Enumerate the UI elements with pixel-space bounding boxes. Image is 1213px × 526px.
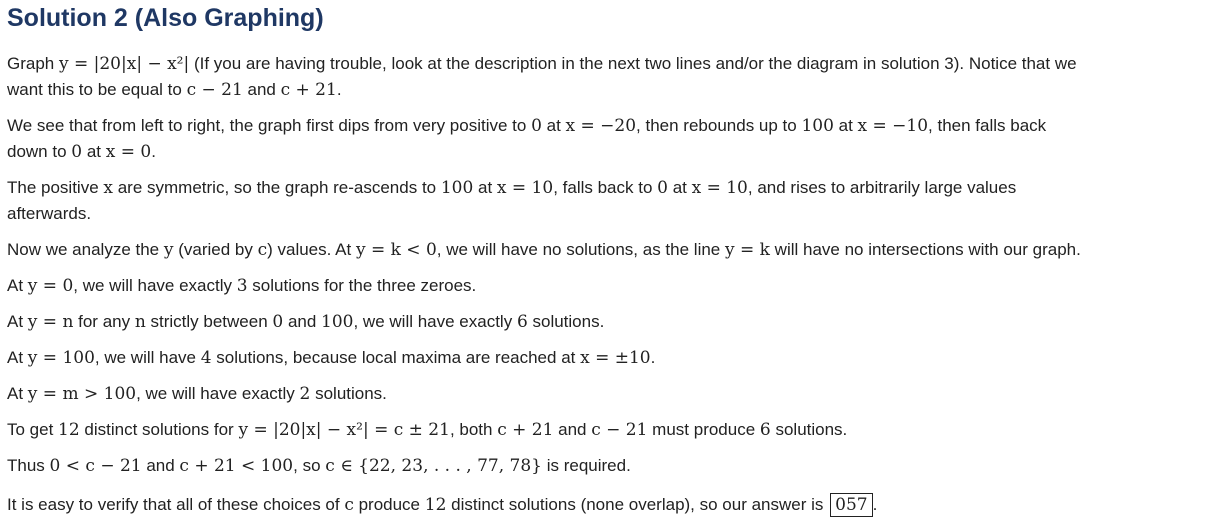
text: (If you are having trouble, look at the description in the next two lines and/or the diagram in solution 3). Notice that we [189, 54, 1077, 73]
text: (varied by [173, 240, 258, 259]
text: To get [7, 420, 59, 439]
paragraph-case-above [7, 381, 387, 407]
text: ) values. At [267, 240, 356, 259]
text: At [7, 276, 28, 295]
text: produce [353, 495, 425, 514]
text: at [473, 178, 497, 197]
text: . [650, 348, 656, 367]
math-expression: x = −10 [857, 116, 929, 136]
paragraph-case-max [7, 345, 655, 371]
text: distinct solutions for [79, 420, 239, 439]
text: and [553, 420, 592, 439]
math-expression: 0 [71, 142, 83, 162]
text: solutions. [310, 384, 387, 403]
math-expression: 0 [272, 312, 284, 332]
text: and [141, 456, 180, 475]
math-expression: c + 21 [280, 80, 337, 100]
math-expression: n [134, 312, 146, 332]
math-expression: x = −20 [565, 116, 637, 136]
text: solutions, because local maxima are reached at [211, 348, 581, 367]
text: and [242, 80, 281, 99]
math-expression: x [103, 178, 113, 198]
text: , falls back to [553, 178, 658, 197]
math-expression: y = k [724, 240, 770, 260]
math-expression: c − 21 [186, 80, 243, 100]
text: must produce [647, 420, 760, 439]
text: Now we analyze the [7, 240, 164, 259]
math-expression: y = |20|x| − x²| [58, 54, 190, 74]
math-expression: c ∈ {22, 23, . . . , 77, 78} [325, 456, 542, 476]
math-expression: 12 [58, 420, 80, 440]
paragraph-case-zero [7, 273, 476, 299]
text: At [7, 348, 28, 367]
text: , we will have exactly [73, 276, 237, 295]
solution-heading: Solution 2 (Also Graphing) [7, 4, 324, 32]
text: , we will have exactly [353, 312, 517, 331]
text: . [872, 495, 878, 514]
text: At [7, 384, 28, 403]
text: solutions. [527, 312, 605, 331]
text: . [151, 142, 156, 161]
math-expression: 0 [657, 178, 668, 198]
math-expression: x = 10 [496, 178, 554, 198]
text: Thus [7, 456, 50, 475]
text: are symmetric, so the graph re-ascends to [112, 178, 441, 197]
math-expression: c + 21 < 100 [179, 456, 294, 476]
math-expression: 0 < c − 21 [49, 456, 142, 476]
text: for any [73, 312, 135, 331]
text: afterwards. [7, 204, 92, 223]
paragraph-case-between [7, 309, 604, 335]
math-expression: 4 [200, 348, 212, 368]
math-expression: 6 [759, 420, 771, 440]
text: We see that from left to right, the graph first dips from very positive to [7, 116, 532, 135]
math-expression: c [344, 495, 354, 515]
text: , and rises to arbitrarily large values [747, 178, 1017, 197]
text: . [336, 80, 342, 99]
math-expression: 3 [236, 276, 248, 296]
text: , both [449, 420, 498, 439]
math-expression: 12 [424, 495, 447, 515]
text: Graph [7, 54, 59, 73]
text: want this to be equal to [7, 80, 187, 99]
paragraph-symmetry [7, 175, 1016, 226]
text: down to [7, 142, 72, 161]
boxed-answer: 057 [830, 493, 872, 517]
math-expression: x = 0 [105, 142, 152, 162]
math-expression: 0 [531, 116, 542, 136]
text: solutions. [770, 420, 848, 439]
math-expression: c [257, 240, 268, 260]
math-expression: 100 [321, 312, 354, 332]
math-expression: y = 0 [27, 276, 74, 296]
text: at [667, 178, 692, 197]
paragraph-graph-intro [7, 51, 1077, 103]
text: distinct solutions (none overlap), so our answer is [446, 495, 829, 514]
text: at [833, 116, 858, 135]
math-expression: 2 [299, 384, 311, 404]
math-expression: c + 21 [497, 420, 554, 440]
paragraph-graph-shape [7, 113, 1046, 165]
math-expression: 100 [440, 178, 474, 198]
text: is required. [542, 456, 631, 475]
paragraph-conclusion [7, 492, 877, 518]
math-expression: 100 [801, 116, 834, 136]
math-expression: y = n [27, 312, 74, 332]
math-expression: y [163, 240, 174, 260]
math-expression: x = 10 [691, 178, 748, 198]
text: at [541, 116, 566, 135]
paragraph-analysis [7, 237, 1081, 263]
text: At [7, 312, 28, 331]
math-expression: y = k < 0 [355, 240, 437, 260]
text: strictly between [145, 312, 273, 331]
text: will have no intersections with our graph. [769, 240, 1081, 259]
math-expression: c − 21 [591, 420, 648, 440]
text: , then rebounds up to [636, 116, 802, 135]
math-expression: y = |20|x| − x²| = c ± 21 [238, 420, 450, 440]
text: , we will have no solutions, as the line [436, 240, 725, 259]
paragraph-range [7, 453, 631, 479]
text: solutions for the three zeroes. [247, 276, 477, 295]
math-expression: y = m > 100 [27, 384, 137, 404]
math-expression: y = 100 [27, 348, 95, 368]
text: at [82, 142, 106, 161]
text: , then falls back [928, 116, 1047, 135]
text: , we will have exactly [136, 384, 300, 403]
math-expression: x = ±10 [580, 348, 651, 368]
text: , we will have [94, 348, 201, 367]
text: The positive [7, 178, 104, 197]
text: and [283, 312, 322, 331]
math-expression: 6 [516, 312, 528, 332]
text: It is easy to verify that all of these choices of [7, 495, 345, 514]
paragraph-twelve-solutions [7, 417, 847, 443]
text: , so [293, 456, 326, 475]
